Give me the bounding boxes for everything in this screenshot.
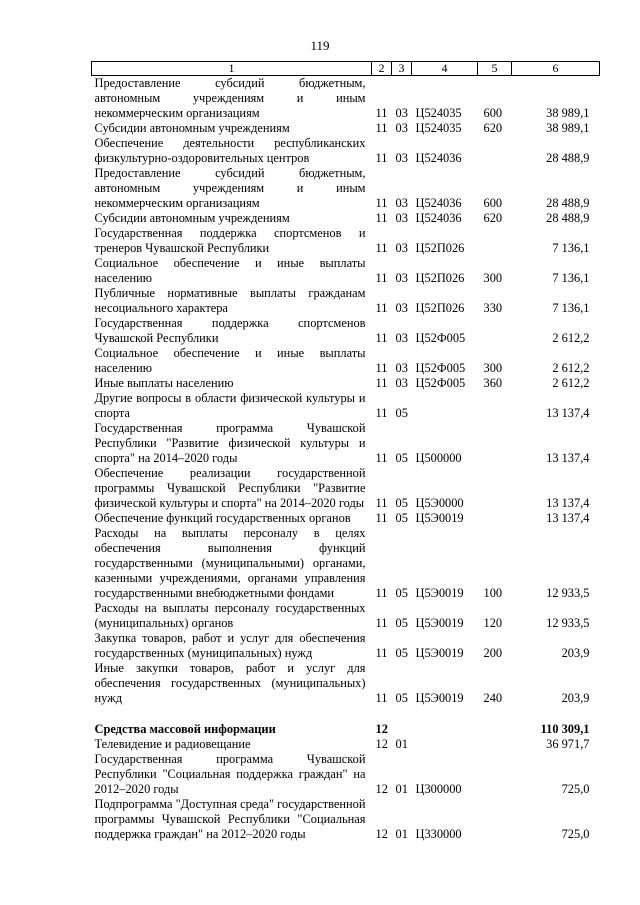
row-name: Расходы на выплаты персоналу в целях обеспечения выполнения функций государственными (муниципальными) органами, казенными учреждениями, органами управления государственными внебюджетными фондами <box>94 526 366 600</box>
table-row <box>92 136 600 166</box>
table-row <box>92 391 600 421</box>
row-name: Публичные нормативные выплаты гражданам несоциального характера <box>94 286 366 315</box>
row-expense-type-code <box>478 722 512 737</box>
row-amount: 725,0 <box>561 782 590 796</box>
row-expense-type-code: 240 <box>483 691 503 705</box>
row-amount: 13 137,4 <box>546 496 590 510</box>
table-row <box>92 421 600 466</box>
row-subsection-code: 03 <box>395 196 408 210</box>
row-target-code: Ц5Э0019 <box>415 511 464 525</box>
row-expense-type-code <box>478 421 512 466</box>
row-target-code: Ц52Ф005 <box>415 361 466 375</box>
row-subsection-code: 05 <box>395 586 408 600</box>
row-target-code <box>412 737 478 752</box>
row-section-code: 12 <box>375 722 388 736</box>
table-row <box>92 631 600 661</box>
row-subsection-code: 03 <box>395 121 408 135</box>
row-target-code: Ц52П026 <box>415 301 465 315</box>
row-target-code: Ц52Ф005 <box>415 331 466 345</box>
row-subsection-code: 01 <box>395 827 408 841</box>
row-amount: 12 933,5 <box>546 616 590 630</box>
row-subsection-code: 03 <box>395 241 408 255</box>
table-row <box>92 601 600 631</box>
row-section-code: 11 <box>375 646 388 660</box>
row-section-code: 11 <box>375 361 388 375</box>
row-amount: 725,0 <box>561 827 590 841</box>
row-name: Средства массовой информации <box>94 722 276 736</box>
row-amount: 38 989,1 <box>546 106 590 120</box>
row-section-code: 11 <box>375 616 388 630</box>
row-subsection-code: 05 <box>395 406 408 420</box>
row-target-code <box>412 391 478 421</box>
row-name: Обеспечение функций государственных органов <box>94 511 351 525</box>
row-subsection-code: 03 <box>395 376 408 390</box>
row-amount: 7 136,1 <box>552 271 590 285</box>
row-section-code: 11 <box>375 106 388 120</box>
row-target-code: Ц52Ф005 <box>415 376 466 390</box>
row-section-code: 12 <box>375 782 388 796</box>
row-expense-type-code <box>478 316 512 346</box>
row-subsection-code: 05 <box>395 451 408 465</box>
row-expense-type-code: 600 <box>483 196 503 210</box>
row-name: Субсидии автономным учреждениям <box>94 211 290 225</box>
row-subsection-code: 05 <box>395 691 408 705</box>
table-row <box>92 722 600 737</box>
table-row <box>92 286 600 316</box>
row-target-code: Ц5Э0019 <box>415 646 464 660</box>
table-header-row <box>92 62 600 76</box>
table-row <box>92 346 600 376</box>
row-expense-type-code <box>478 797 512 842</box>
row-expense-type-code <box>478 466 512 511</box>
row-subsection-code: 05 <box>395 616 408 630</box>
table-row <box>92 316 600 346</box>
row-section-code: 11 <box>375 301 388 315</box>
row-target-code: Ц330000 <box>415 827 462 841</box>
row-name: Государственная поддержка спортсменов и тренеров Чувашской Республики <box>94 226 366 255</box>
row-name: Расходы на выплаты персоналу государственных (муниципальных) органов <box>94 601 366 630</box>
row-name: Обеспечение реализации государственной программы Чувашской Республики "Развитие физической культуры и спорта" на 2014–2020 годы <box>94 466 366 510</box>
row-section-code: 11 <box>375 241 388 255</box>
row-target-code: Ц524036 <box>415 196 462 210</box>
table-row <box>92 76 600 122</box>
row-target-code: Ц5Э0000 <box>415 496 464 510</box>
row-section-code: 11 <box>375 196 388 210</box>
row-target-code: Ц524036 <box>415 211 462 225</box>
budget-table <box>91 61 600 842</box>
row-subsection-code: 03 <box>395 361 408 375</box>
row-subsection-code: 05 <box>395 496 408 510</box>
table-row <box>92 166 600 211</box>
row-section-code: 11 <box>375 121 388 135</box>
row-name: Социальное обеспечение и иные выплаты населению <box>94 256 366 285</box>
row-subsection-code: 03 <box>395 271 408 285</box>
table-row <box>92 256 600 286</box>
row-target-code: Ц524036 <box>415 151 462 165</box>
row-section-code: 11 <box>375 691 388 705</box>
row-expense-type-code: 620 <box>483 211 503 225</box>
row-section-code: 11 <box>375 496 388 510</box>
row-target-code: Ц300000 <box>415 782 462 796</box>
row-subsection-code: 01 <box>395 737 408 751</box>
row-section-code: 12 <box>375 827 388 841</box>
row-expense-type-code: 300 <box>483 361 503 375</box>
row-amount: 7 136,1 <box>552 241 590 255</box>
row-section-code: 11 <box>375 451 388 465</box>
row-name: Подпрограмма "Доступная среда" государственной программы Чувашской Республики "Социальная поддержка граждан" на 2012–2020 годы <box>94 797 366 841</box>
row-section-code: 11 <box>375 586 388 600</box>
row-expense-type-code <box>478 511 512 526</box>
row-amount: 28 488,9 <box>546 211 590 225</box>
row-amount: 203,9 <box>561 646 590 660</box>
row-target-code: Ц5Э0019 <box>415 586 464 600</box>
row-target-code: Ц5Э0019 <box>415 691 464 705</box>
row-expense-type-code: 100 <box>483 586 503 600</box>
row-section-code: 11 <box>375 331 388 345</box>
row-expense-type-code <box>478 136 512 166</box>
row-target-code: Ц5Э0019 <box>415 616 464 630</box>
row-name: Другие вопросы в области физической культуры и спорта <box>94 391 366 420</box>
table-spacer-row <box>92 706 600 722</box>
row-target-code: Ц52П026 <box>415 241 465 255</box>
row-section-code: 11 <box>375 271 388 285</box>
row-name: Государственная программа Чувашской Республики "Развитие физической культуры и спорта" на 2014–2020 годы <box>94 421 366 465</box>
row-name: Государственная программа Чувашской Республики "Социальная поддержка граждан" на 2012–2020 годы <box>94 752 366 796</box>
row-amount: 203,9 <box>561 691 590 705</box>
table-row <box>92 752 600 797</box>
row-section-code: 11 <box>375 151 388 165</box>
row-subsection-code: 03 <box>395 301 408 315</box>
row-name: Иные закупки товаров, работ и услуг для обеспечения государственных (муниципальных) нужд <box>94 661 366 705</box>
row-expense-type-code: 360 <box>483 376 503 390</box>
row-subsection-code: 05 <box>395 646 408 660</box>
table-row <box>92 797 600 842</box>
row-target-code: Ц52П026 <box>415 271 465 285</box>
row-target-code: Ц524035 <box>415 106 462 120</box>
row-subsection-code: 01 <box>395 782 408 796</box>
table-row <box>92 466 600 511</box>
row-name: Иные выплаты населению <box>94 376 234 390</box>
table-row <box>92 121 600 136</box>
row-amount: 38 989,1 <box>546 121 590 135</box>
row-section-code: 11 <box>375 211 388 225</box>
row-expense-type-code <box>478 391 512 421</box>
row-amount: 13 137,4 <box>546 511 590 525</box>
table-body <box>92 76 600 843</box>
row-expense-type-code <box>478 226 512 256</box>
spacer-cell <box>92 706 600 722</box>
row-amount: 13 137,4 <box>546 451 590 465</box>
row-name: Государственная поддержка спортсменов Чувашской Республики <box>94 316 366 345</box>
row-expense-type-code: 600 <box>483 106 503 120</box>
page-number: 119 <box>310 38 330 53</box>
row-name: Обеспечение деятельности республиканских физкультурно-оздоровительных центров <box>94 136 366 165</box>
row-amount: 7 136,1 <box>552 301 590 315</box>
row-name: Закупка товаров, работ и услуг для обеспечения государственных (муниципальных) нужд <box>94 631 366 660</box>
row-amount: 2 612,2 <box>552 331 590 345</box>
row-subsection-code: 03 <box>395 106 408 120</box>
table-row <box>92 737 600 752</box>
row-expense-type-code: 300 <box>483 271 503 285</box>
header-col-3: 3 <box>392 62 412 76</box>
row-subsection-code: 05 <box>395 511 408 525</box>
table-row <box>92 511 600 526</box>
row-name: Субсидии автономным учреждениям <box>94 121 290 135</box>
row-expense-type-code: 620 <box>483 121 503 135</box>
row-amount: 2 612,2 <box>552 376 590 390</box>
row-subsection-code: 03 <box>395 331 408 345</box>
header-col-6: 6 <box>512 62 600 76</box>
row-expense-type-code <box>478 737 512 752</box>
row-section-code: 11 <box>375 376 388 390</box>
table-row <box>92 211 600 226</box>
row-amount: 13 137,4 <box>546 406 590 420</box>
header-col-4: 4 <box>412 62 478 76</box>
row-expense-type-code: 120 <box>483 616 503 630</box>
row-amount: 110 309,1 <box>540 722 590 736</box>
header-col-5: 5 <box>478 62 512 76</box>
table-row <box>92 376 600 391</box>
row-name: Социальное обеспечение и иные выплаты населению <box>94 346 366 375</box>
row-name: Предоставление субсидий бюджетным, автономным учреждениям и иным некоммерческим организациям <box>94 76 366 120</box>
row-name: Телевидение и радиовещание <box>94 737 251 751</box>
table-row <box>92 526 600 601</box>
row-section-code: 11 <box>375 511 388 525</box>
row-expense-type-code: 330 <box>483 301 503 315</box>
row-subsection-code: 03 <box>395 151 408 165</box>
row-section-code: 12 <box>375 737 388 751</box>
row-expense-type-code <box>478 752 512 797</box>
row-subsection-code: 03 <box>395 211 408 225</box>
row-target-code <box>412 722 478 737</box>
row-amount: 12 933,5 <box>546 586 590 600</box>
table-row <box>92 226 600 256</box>
row-target-code: Ц500000 <box>415 451 462 465</box>
row-amount: 28 488,9 <box>546 151 590 165</box>
row-name: Предоставление субсидий бюджетным, автономным учреждениям и иным некоммерческим организациям <box>94 166 366 210</box>
header-col-1: 1 <box>92 62 372 76</box>
row-amount: 28 488,9 <box>546 196 590 210</box>
row-subsection-code <box>392 722 412 737</box>
row-amount: 2 612,2 <box>552 361 590 375</box>
row-expense-type-code: 200 <box>483 646 503 660</box>
row-amount: 36 971,7 <box>546 737 590 751</box>
row-target-code: Ц524035 <box>415 121 462 135</box>
row-section-code: 11 <box>375 406 388 420</box>
header-col-2: 2 <box>372 62 392 76</box>
table-row <box>92 661 600 706</box>
